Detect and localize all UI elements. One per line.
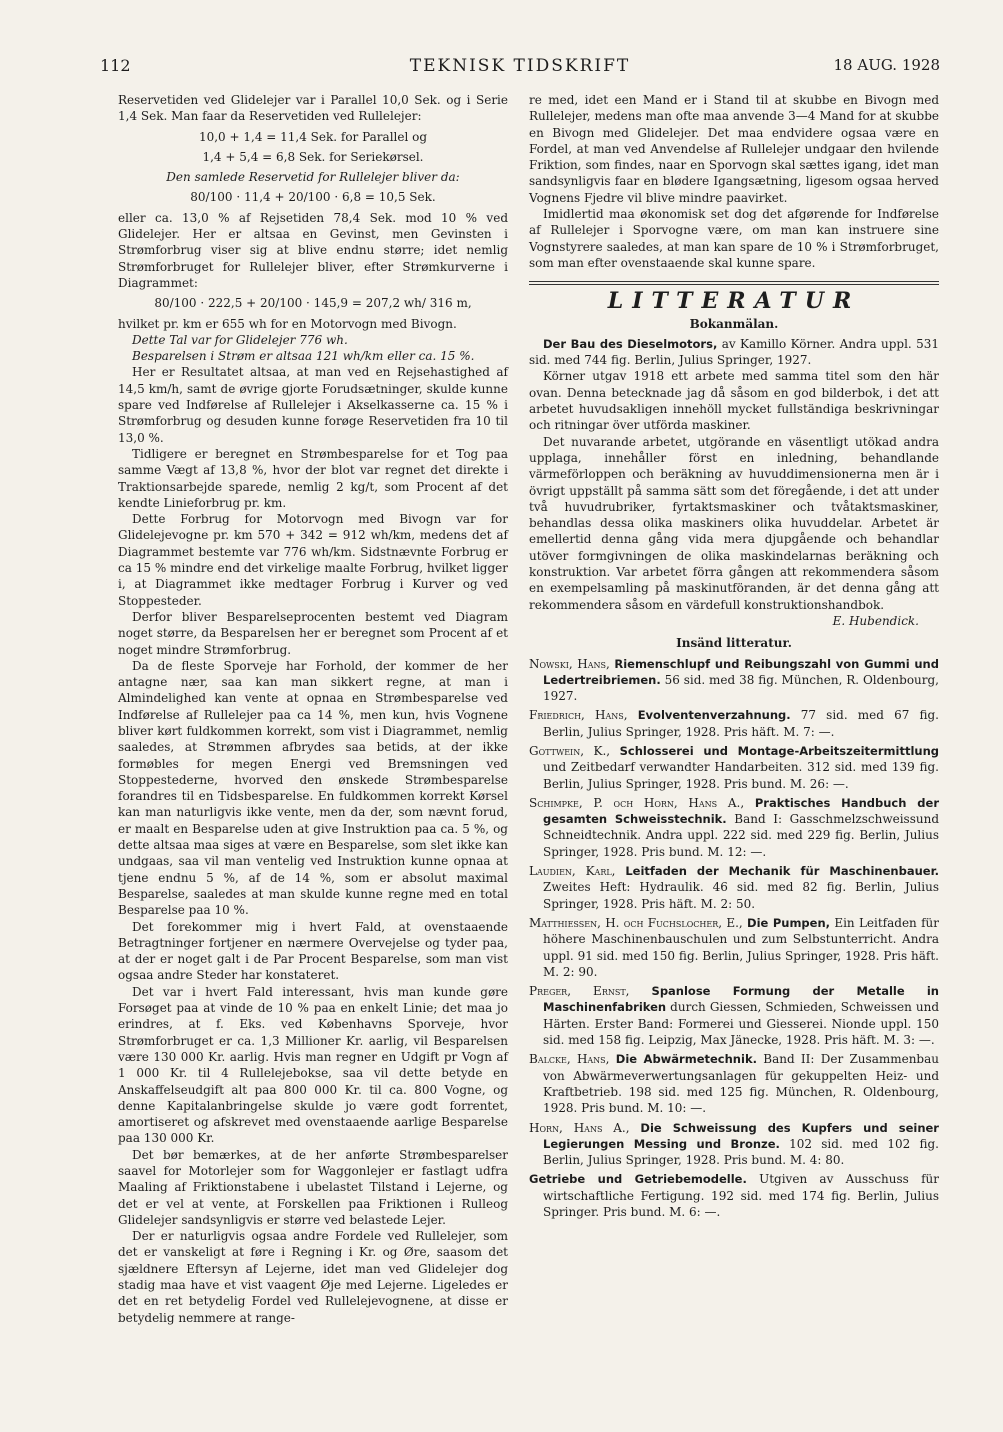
entry-details: Band II: Der Zusammenbau von Abwärmeverwertungsanlagen für gekuppelten Heiz- und Kraftbetrieb. 198 sid. med 125 fig. München, R. Oldenbourg, 1928. Pris bund. M. 10: —. [543, 1052, 939, 1116]
literature-entry [529, 743, 939, 792]
review-book-details: av Kamillo Körner. Andra uppl. 531 sid. med 744 fig. Berlin, Julius Springer, 1927. [529, 336, 939, 368]
paragraph: Tidligere er beregnet en Strømbesparelse for et Tog paa samme Vægt af 13,8 %, hvor der blot var regnet det direkte i Traktionsarbejde sparede, nemlig 2 kg/t, som Procent af det kendte Linieforbrug pr. km. [118, 446, 508, 510]
entry-details: Utgiven av Ausschuss für wirtschaftliche Fertigung. 192 sid. med 174 fig. Berlin, Julius Springer. Pris bund. M. 6: —. [543, 1172, 939, 1219]
entry-author: Friedrich, Hans, [529, 708, 628, 723]
left-column [118, 92, 508, 1326]
literature-entry [529, 656, 939, 705]
entry-title: Die Schweissung des Kupfers und seiner Legierungen Messing und Bronze. [543, 1120, 939, 1151]
equation: 80/100 · 11,4 + 20/100 · 6,8 = 10,5 Sek. [190, 190, 436, 205]
entry-title: Schlosserei und Montage-Arbeitszeitermittlung [619, 743, 939, 758]
review-signature: E. Hubendick. [832, 613, 919, 628]
entry-author: Horn, Hans A., [529, 1120, 630, 1135]
equation: Den samlede Reservetid for Rullelejer bliver da: [166, 170, 460, 185]
paragraph: Reservetiden ved Glidelejer var i Parallel 10,0 Sek. og i Serie 1,4 Sek. Man faar da Reservetiden ved Rullelejer: [118, 93, 508, 124]
paragraph: re med, idet een Mand er i Stand til at skubbe en Bivogn med Rullelejer, medens man ofte maa anvende 3—4 Mand for at skubbe en Bivogn med Glidelejer. Det maa endvidere ogsaa være en Fordel, at man ved Anvendelse af Rullelejer undgaar den hvilende Friktion, som findes, naar en Sporvogn skal sættes igang, idet man sandsynligvis faar en blødere Igangsætning, ligesom ogsaa herved Vognens Fjedre vil blive mindre paavirket. [529, 93, 939, 205]
inbound-heading: Insänd litteratur. [676, 636, 792, 651]
equation: 10,0 + 1,4 = 11,4 Sek. for Parallel og [198, 129, 428, 144]
entry-details: und Zeitbedarf verwandter Handarbeiten. 312 sid. med 139 fig. Berlin, Julius Springer, 1928. Pris bund. M. 26: —. [543, 760, 939, 791]
entry-author: Laudien, Karl, [529, 864, 616, 879]
running-header [100, 56, 940, 80]
continued-article [529, 92, 939, 271]
literature-entry [529, 863, 939, 912]
entry-details: 102 sid. med 102 fig. Berlin, Julius Springer, 1928. Pris bund. M. 4: 80. [543, 1136, 939, 1168]
paragraph: Da de fleste Sporveje har Forhold, der kommer de her antagne nær, saa kan man sikkert regne, at man i Almindelighed kan vente at opnaa en Strømbesparelse ved Indførelse af Rullelejer paa ca 14 %, men kun, hvis Vognene bliver kørt fuldkommen korrekt, som vist i Diagrammet, nemlig saaledes, at Strømmen afbrydes saa betids, at der ikke formøbles for megen Energi ved Bremsningen ved Stoppestederne, hvorved den ønskede Strømbesparelse forandres til en Tidsbesparelse. En fuldkommen korrekt Kørsel kan man naturligvis ikke vente, men da der, som nævnt forud, er maalt en Besparelse uden at give Instruktion paa ca. 5 %, og dette altsaa maa siges at være en Besparelse, som slet ikke kan undgaas, saa vil man ventelig ved Instruktion kunne opnaa at tjene endnu 5 %, af de 14 %, som er absolut maximal Besparelse, saaledes at man skulde kunne regne med en total Besparelse paa 10 %. [118, 658, 508, 918]
review-book-title: Der Bau des Dieselmotors, [543, 336, 718, 351]
literature-entry [529, 915, 939, 980]
entry-details: Band I: Gasschmelzschweissund Schneidtechnik. Andra uppl. 222 sid. med 229 fig. Berlin, Julius Springer, 1928. Pris bund. M. 12: —. [543, 812, 939, 859]
literature-entry [529, 1120, 939, 1169]
entry-details: durch Giessen, Schmieden, Schweissen und Härten. Erster Band: Formerei und Giesserei. Nionde uppl. 150 sid. med 158 fig. Leipzig, Max Jänecke, 1928. Pris häft. M. 3: —. [543, 1000, 939, 1048]
equation: 1,4 + 5,4 = 6,8 Sek. for Seriekørsel. [202, 149, 424, 164]
literature-entry [529, 1171, 939, 1220]
right-column [529, 92, 939, 1223]
entry-title: Die Pumpen, [747, 915, 831, 930]
literature-list [529, 656, 939, 1221]
entry-title: Evolventenverzahnung. [637, 708, 791, 723]
paragraph: Dette Tal var for Glidelejer 776 wh. [132, 332, 348, 347]
entry-title: Die Abwärmetechnik. [615, 1052, 757, 1067]
entry-title: Riemenschlupf und Reibungszahl von Gummi und Ledertreibriemen. [543, 656, 939, 687]
paragraph: eller ca. 13,0 % af Rejsetiden 78,4 Sek. mod 10 % ved Glidelejer. Her er altsaa en Gevinst, men Gevinsten i Strømforbrug viser sig at blive endnu større; idet nemlig Strømforbruget for Rullelejer bliver, efter Strømkurverne i Diagrammet: [118, 210, 508, 290]
entry-details: 77 sid. med 67 fig. Berlin, Julius Springer, 1928. Pris häft. M. 7: —. [543, 708, 939, 739]
review-paragraph: Det nuvarande arbetet, utgörande en väsentligt utökad andra upplaga, innehåller först en inledning, behandlande värmeförloppen och beräkning av huvuddimensionerna men är i övrigt uppställt på samma sätt som det föregående, i det att under två huvudrubriker, fyrtaktsmaskiner och tvåtaktsmaskiner, behandlas dessa olika maskiners olika huvuddelar. Arbetet är emellertid denna gång vida mera djupgående och behandlar utöver formgivningen de olika maskindelarnas beräkning och konstruktion. Var arbetet förra gången att rekommendera såsom en exempelsamling på maskinutföranden, är det denna gång att rekommendera såsom en värdefull konstruktionshandbok. [529, 434, 939, 612]
paragraph: Det forekommer mig i hvert Fald, at ovenstaaende Betragtninger fortjener en nærmere Overvejelse og tyder paa, at der er noget galt i de Par Procent Besparelse, som man vist ogsaa andre Steder har konstateret. [118, 919, 508, 983]
paragraph: Det bør bemærkes, at de her anførte Strømbesparelser saavel for Motorlejer som for Waggonlejer er fastlagt udfra Maaling af Friktionstabene i ubelastet Tilstand i Lejerne, og det er vel at vente, at Forskellen paa Friktionen i Rulleog Glidelejer sandsynligvis er større ved belastede Lejer. [118, 1147, 508, 1227]
paragraph: Besparelsen i Strøm er altsaa 121 wh/km eller ca. 15 %. [132, 349, 475, 364]
section-divider [529, 281, 939, 285]
page-number: 112 [100, 56, 131, 75]
literature-entry [529, 795, 939, 860]
entry-details: 56 sid. med 38 fig. München, R. Oldenbourg, 1927. [543, 672, 939, 704]
paragraph: Dette Forbrug for Motorvogn med Bivogn var for Glidelejevogne pr. km 570 + 342 = 912 wh/km, medens det af Diagrammet bestemte var 776 wh/km. Sidstnævnte Forbrug er ca 15 % mindre end det virkelige maalte Forbrug, hvilket ligger i, at Diagrammet ikke medtager Forbrug i Kurver og ved Stoppesteder. [118, 512, 508, 608]
journal-title: TEKNISK TIDSKRIFT [409, 56, 631, 76]
entry-title: Getriebe und Getriebemodelle. [529, 1172, 747, 1187]
paragraph: Det var i hvert Fald interessant, hvis man kunde gøre Forsøget paa at vinde de 10 % paa en enkelt Linie; det maa jo erindres, at f. Eks. ved Københavns Sporveje, hvor Strømforbruget er ca. 1,3 Millioner Kr. aarlig, vil Besparelsen være 130 000 Kr. aarlig. Hvis man regner en Udgift pr Vogn af 1 000 Kr. til 4 Rullelejebokse, saa vil dette betyde en Anskaffelseudgift alt paa 800 000 Kr. til ca. 800 Vogne, og denne Kapitalanbringelse skulde jo være godt forrentet, amortiseret og afskrevet med ovenstaaende aarlige Besparelse paa 130 000 Kr. [118, 984, 508, 1146]
paragraph: Der er naturligvis ogsaa andre Fordele ved Rullelejer, som det er vanskeligt at føre i Regning i Kr. og Øre, saasom det sjældnere Eftersyn af Lejerne, idet man ved Glidelejer dog stadig maa have et vist vaagent Øje med Lejerne. Ligeledes er det en ret betydelig Fordel ved Rullelejevognene, at disse er betydelig nemmere at range- [118, 1229, 508, 1325]
entry-author: Gottwein, K., [529, 743, 611, 758]
paragraph: Derfor bliver Besparelseprocenten bestemt ved Diagram noget større, da Besparelsen her er beregnet som Procent af et noget mindre Strømforbrug. [118, 609, 508, 657]
paragraph: Imidlertid maa økonomisk set dog det afgørende for Indførelse af Rullelejer i Sporvogne være, om man kan instruere sine Vognstyrere saaledes, at man kan spare de 10 % i Strømforbruget, som man efter ovenstaaende skal kunne spare. [529, 207, 939, 270]
review-body [529, 368, 939, 612]
entry-author: Balcke, Hans, [529, 1052, 610, 1067]
entry-author: Preger, Ernst, [529, 984, 630, 999]
entry-title: Praktisches Handbuch der gesamten Schweisstechnik. [543, 795, 939, 827]
entry-title: Leitfaden der Mechanik für Maschinenbauer. [625, 864, 939, 879]
review-heading: Bokanmälan. [689, 316, 779, 331]
issue-date: 18 AUG. 1928 [833, 56, 940, 74]
literature-entry [529, 1051, 939, 1116]
entry-title: Spanlose Formung der Metalle in Maschinenfabriken [543, 984, 939, 1015]
literature-entry [529, 707, 939, 740]
section-title: LITTERATUR [607, 288, 861, 315]
entry-author: Matthiessen, H. och Fuchslocher, E., [529, 915, 743, 930]
literature-entry [529, 983, 939, 1048]
review-citation [529, 336, 939, 369]
entry-details: Ein Leitfaden für höhere Maschinenbauschulen und zum Selbstunterricht. Andra uppl. 91 sid. med 150 fig. Berlin, Julius Springer, 1928. Pris häft. M. 2: 90. [543, 915, 939, 979]
review-paragraph: Körner utgav 1918 ett arbete med samma titel som den här ovan. Denna betecknade jag då såsom en god bilderbok, i det att arbetet huvudsakligen innehöll mycket fullständiga beskrivningar och ritningar över utförda maskiner. [529, 369, 939, 433]
equation: 80/100 · 222,5 + 20/100 · 145,9 = 207,2 wh/ 316 m, [154, 296, 472, 311]
entry-details: Zweites Heft: Hydraulik. 46 sid. med 82 fig. Berlin, Julius Springer, 1928. Pris häft. M. 2: 50. [543, 880, 939, 911]
paragraph: Her er Resultatet altsaa, at man ved en Rejsehastighed af 14,5 km/h, samt de øvrige gjorte Forudsætninger, skulde kunne spare ved Indførelse af Rullelejer i Akselkasserne ca. 15 % i Strømforbrug og desuden kunne forøge Reservetiden fra 10 til 13,0 %. [118, 365, 508, 445]
paragraph: hvilket pr. km er 655 wh for en Motorvogn med Bivogn. [118, 316, 457, 331]
entry-author: Schimpke, P. och Horn, Hans A., [529, 795, 745, 810]
entry-author: Nowski, Hans, [529, 656, 610, 671]
